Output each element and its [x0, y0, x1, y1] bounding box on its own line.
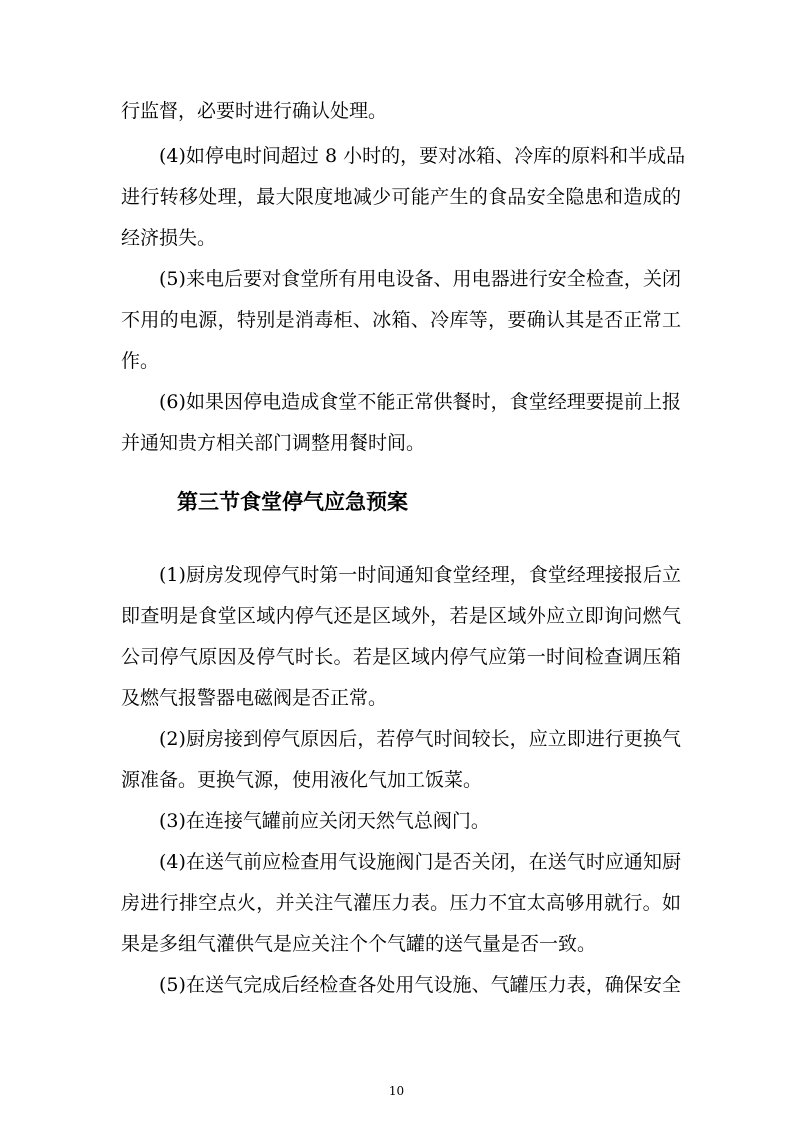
text-line: (5)来电后要对食堂所有用电设备、用电器进行安全检查，关闭 — [159, 268, 681, 290]
text-line: 行监督，必要时进行确认处理。 — [121, 100, 388, 122]
text-line: (1)厨房发现停气时第一时间通知食堂经理，食堂经理接报后立 — [159, 564, 681, 586]
text-line: (2)厨房接到停气原因后，若停气时间较长，应立即进行更换气 — [159, 728, 681, 750]
text-line: 及燃气报警器电磁阀是否正常。 — [121, 687, 388, 709]
section-heading: 第三节食堂停气应急预案 — [177, 490, 408, 514]
text-line: 源准备。更换气源，使用液化气加工饭菜。 — [121, 769, 483, 791]
text-line: 作。 — [121, 350, 160, 372]
text-line: (4)在送气前应检查用气设施阀门是否关闭，在送气时应通知厨 — [159, 851, 681, 873]
text-line: 房进行排空点火，并关注气灌压力表。压力不宜太高够用就行。如 — [121, 892, 681, 914]
text-line: (4)如停电时间超过 8 小时的，要对冰箱、冷库的原料和半成品 — [159, 145, 686, 167]
text-line: 进行转移处理，最大限度地减少可能产生的食品安全隐患和造成的 — [121, 186, 681, 208]
text-line: (3)在连接气罐前应关闭天然气总阀门。 — [159, 810, 490, 832]
text-line: (5)在送气完成后经检查各处用气设施、气罐压力表，确保安全 — [159, 974, 681, 996]
text-line: 经济损失。 — [121, 227, 217, 249]
text-line: 不用的电源，特别是消毒柜、冰箱、冷库等，要确认其是否正常工 — [121, 309, 681, 331]
text-line: 并通知贵方相关部门调整用餐时间。 — [121, 432, 426, 454]
text-line: 公司停气原因及停气时长。若是区域内停气应第一时间检查调压箱 — [121, 646, 681, 668]
text-line: 即查明是食堂区域内停气还是区域外，若是区域外应立即询问燃气 — [121, 605, 681, 627]
text-line: 果是多组气灌供气是应关注个个气罐的送气量是否一致。 — [121, 933, 597, 955]
text-line: (6)如果因停电造成食堂不能正常供餐时，食堂经理要提前上报 — [159, 391, 681, 413]
page-number: 10 — [388, 1084, 405, 1098]
